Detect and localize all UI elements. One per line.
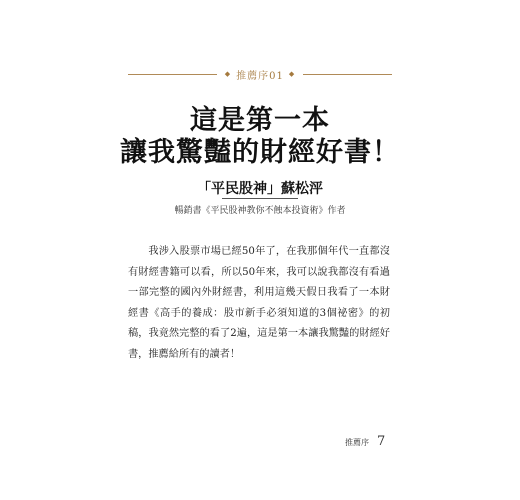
header-rule-left — [128, 74, 217, 75]
header-rule-right — [303, 74, 392, 75]
section-label: 推薦序01 — [236, 70, 284, 82]
section-header — [128, 66, 392, 82]
page-footer — [345, 434, 385, 449]
page-number: 7 — [377, 434, 386, 449]
title-line-1: 這是第一本 — [190, 105, 330, 136]
author-divider — [222, 198, 298, 199]
title-line-2: 讓我驚豔的財經好書！ — [120, 137, 400, 168]
diamond-right-icon: ◆ — [288, 69, 296, 78]
header-label-group — [217, 67, 304, 82]
author-byline: 「平民股神」蘇松泙 — [197, 181, 323, 197]
author-description: 暢銷書《平民股神教你不蝕本投資術》作者 — [174, 206, 346, 216]
diamond-left-icon: ◆ — [224, 69, 232, 78]
body-paragraph: 我涉入股票市場已經50年了，在我那個年代一直都沒有財經書籍可以看，所以50年來，我可以說我都沒有看過一部完整的國內外財經書，利用這幾天假日我看了一本財經書《高手的養成：股市新手必須知道的3個祕密》的初稿，我竟然完整的看了2遍，這是第一本讓我驚豔的財經好書，推薦給所有的讀者！ — [128, 246, 390, 360]
footer-section-label: 推薦序 — [345, 438, 369, 447]
